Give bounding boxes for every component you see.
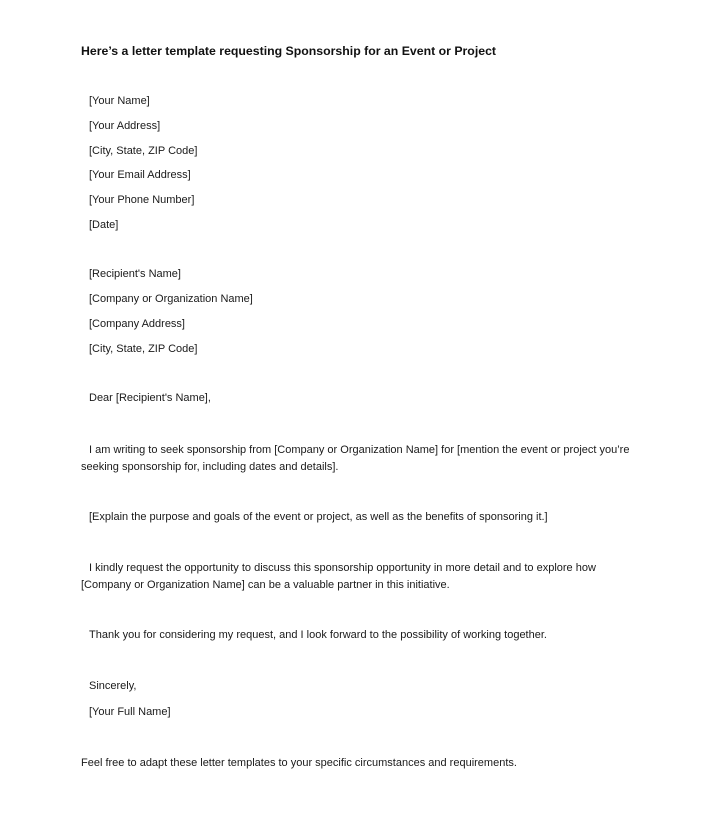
sender-phone: [Your Phone Number] (89, 194, 195, 206)
letter-date: [Date] (89, 219, 119, 231)
recipient-name: [Recipient's Name] (89, 268, 181, 280)
recipient-city-state-zip: [City, State, ZIP Code] (89, 343, 198, 355)
sender-address: [Your Address] (89, 120, 161, 132)
body-paragraph-1: I am writing to seek sponsorship from [Company or Organization Name] for [mention the event or project you’re seeking sponsorship for, including dates and details]. (81, 444, 630, 473)
signature: [Your Full Name] (89, 706, 171, 718)
sender-name: [Your Name] (89, 95, 150, 107)
recipient-address: [Company Address] (89, 318, 185, 330)
body-paragraph-3: I kindly request the opportunity to discuss this sponsorship opportunity in more detail and to explore how [Company or Organization Name] can be a valuable partner in this initiative. (81, 562, 596, 591)
sender-email: [Your Email Address] (89, 169, 191, 181)
salutation: Dear [Recipient's Name], (89, 392, 211, 404)
recipient-organization: [Company or Organization Name] (89, 293, 253, 305)
body-paragraph-2: [Explain the purpose and goals of the event or project, as well as the benefits of sponsoring it.] (89, 511, 548, 523)
footer-note: Feel free to adapt these letter templates to your specific circumstances and requirements. (81, 757, 517, 769)
closing: Sincerely, (89, 680, 137, 692)
sender-city-state-zip: [City, State, ZIP Code] (89, 145, 198, 157)
document-title: Here’s a letter template requesting Sponsorship for an Event or Project (81, 44, 497, 58)
body-paragraph-4: Thank you for considering my request, and I look forward to the possibility of working together. (89, 629, 547, 641)
